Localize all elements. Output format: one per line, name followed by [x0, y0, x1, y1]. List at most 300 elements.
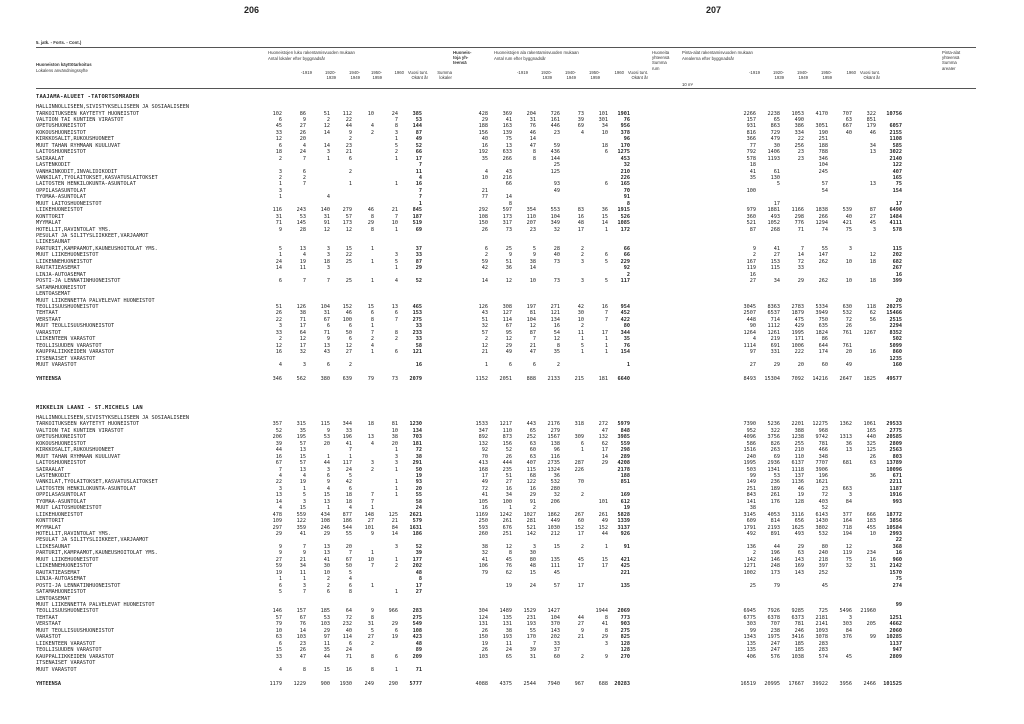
table-cell: 33: [345, 427, 352, 434]
table-cell: 30: [773, 142, 780, 149]
table-cell: 1: [394, 181, 398, 188]
table-cell: 585: [892, 142, 902, 149]
table-cell: 100: [342, 316, 352, 323]
table-cell: 43: [481, 310, 488, 317]
table-cell: 1152: [475, 376, 488, 383]
table-cell: 163: [502, 123, 512, 130]
table-cell: 2993: [889, 531, 902, 537]
table-cell: 170: [526, 634, 536, 641]
table-cell: 4: [580, 129, 584, 136]
table-cell: 6: [326, 323, 330, 330]
table-cell: 135: [620, 582, 630, 589]
table-cell: 210: [620, 168, 630, 175]
table-cell: 4: [326, 485, 330, 492]
table-cell: 1862: [547, 511, 560, 518]
table-cell: 31: [323, 310, 330, 317]
table-cell: 51: [481, 316, 488, 323]
table-cell: 69: [577, 123, 584, 130]
table-cell: 2: [370, 129, 374, 136]
table-cell: 108: [478, 213, 488, 220]
table-cell: 134: [412, 427, 422, 434]
table-cell: 2: [278, 155, 282, 162]
table-cell: 851: [866, 116, 876, 123]
table-cell: 586: [746, 440, 756, 447]
row-label: LIIKESAUNAT: [36, 543, 71, 550]
table-cell: 4170: [815, 110, 828, 117]
table-cell: 7: [370, 492, 374, 499]
table-cell: 122: [892, 162, 902, 168]
table-cell: 1118: [791, 466, 804, 473]
table-cell: 663: [842, 485, 852, 492]
table-cell: 63: [275, 634, 282, 641]
table-cell: 369: [502, 110, 512, 117]
row-label: TYOMAA-ASUNTOLAT: [36, 194, 86, 201]
table-cell: 176: [770, 498, 780, 505]
table-cell: 2051: [499, 376, 512, 383]
table-cell: 55: [529, 627, 536, 634]
table-cell: 891: [770, 531, 780, 537]
table-cell: 57: [553, 582, 560, 589]
table-cell: 1271: [743, 563, 756, 570]
table-cell: 17: [415, 582, 422, 589]
table-cell: 449: [550, 518, 560, 525]
table-cell: 4: [278, 362, 282, 368]
table-cell: 63: [845, 116, 852, 123]
table-cell: 3416: [791, 634, 804, 641]
table-cell: 17: [577, 226, 584, 233]
table-cell: 66: [415, 149, 422, 156]
table-cell: 84: [391, 524, 398, 531]
table-cell: 2140: [889, 155, 902, 162]
table-cell: 15: [299, 505, 306, 512]
table-cell: 8493: [743, 376, 756, 383]
table-cell: 5: [604, 278, 608, 285]
table-cell: 1030: [547, 524, 560, 531]
table-cell: 47: [601, 427, 608, 434]
table-cell: 5496: [839, 608, 852, 615]
table-cell: 2181: [815, 614, 828, 621]
table-cell: 70: [481, 453, 488, 460]
table-cell: 128: [620, 640, 630, 647]
table-cell: 1484: [889, 213, 902, 220]
table-cell: 7: [604, 310, 608, 317]
table-cell: 388: [794, 427, 804, 434]
table-cell: 6143: [815, 511, 828, 518]
table-cell: 44: [345, 123, 352, 130]
table-cell: 35: [749, 174, 756, 181]
table-cell: 279: [550, 427, 560, 434]
table-cell: 73: [505, 226, 512, 233]
table-cell: 27: [577, 621, 584, 628]
table-cell: 41: [299, 531, 306, 537]
table-cell: 1: [604, 349, 608, 356]
table-cell: 7: [532, 640, 536, 647]
table-cell: 492: [746, 531, 756, 537]
row-label: PARTURIT,KAMPAAMOT,KAUNEUSHOITOLAT YMS.: [36, 550, 158, 557]
table-cell: 13: [367, 434, 374, 441]
table-cell: 275: [412, 614, 422, 621]
table-cell: 117: [342, 460, 352, 466]
table-cell: 8: [370, 653, 374, 660]
table-cell: 75: [845, 556, 852, 563]
table-cell: 19: [275, 569, 282, 576]
table-cell: 2238: [767, 110, 780, 117]
left-group-sv: Antal lokaler efter byggnadsår: [268, 56, 326, 61]
right-year-header: 1940- 1949: [797, 70, 808, 81]
table-cell: 24: [505, 647, 512, 654]
table-cell: 231: [526, 614, 536, 621]
table-cell: 130: [770, 174, 780, 181]
table-cell: 187: [412, 213, 422, 220]
table-cell: 7: [302, 181, 306, 188]
table-cell: 26: [869, 453, 876, 460]
table-cell: 539: [842, 207, 852, 214]
table-cell: 54: [553, 329, 560, 336]
row-label: LAITOSHUONEISTOT: [36, 460, 86, 466]
row-label: TEOLLISUUDEN VARASTOT: [36, 342, 102, 349]
table-cell: 18772: [886, 511, 902, 518]
table-cell: 544: [342, 524, 352, 531]
table-cell: 1: [370, 258, 374, 265]
table-cell: 6: [326, 589, 330, 595]
table-cell: 6: [348, 485, 352, 492]
row-label: LIIKENNEHUONEISTOT: [36, 563, 93, 570]
table-cell: 81: [529, 310, 536, 317]
table-cell: 656: [794, 518, 804, 525]
table-cell: 3145: [743, 511, 756, 518]
table-cell: 7: [418, 194, 422, 201]
table-cell: 10: [845, 258, 852, 265]
table-cell: 2: [302, 174, 306, 181]
table-cell: 81: [391, 421, 398, 428]
row-label: MUUT TAHAN RYHMAAN KUULUVAT: [36, 453, 121, 460]
table-cell: 347: [478, 427, 488, 434]
table-cell: 23: [299, 640, 306, 647]
table-cell: 245: [818, 168, 828, 175]
table-cell: 7: [394, 116, 398, 123]
table-cell: 31: [323, 213, 330, 220]
table-cell: 72: [797, 258, 804, 265]
table-cell: 1824: [815, 329, 828, 336]
table-cell: 41: [601, 621, 608, 628]
table-cell: 1341: [767, 466, 780, 473]
table-cell: 27: [749, 362, 756, 368]
section-title: MIKKELIN LAANI - ST.MICHELS LAN: [36, 404, 143, 411]
table-cell: 157: [296, 608, 306, 615]
table-cell: 1136: [791, 479, 804, 486]
table-cell: 9: [302, 550, 306, 557]
table-cell: 252: [526, 434, 536, 441]
table-cell: 76: [299, 621, 306, 628]
table-cell: 38: [415, 453, 422, 460]
table-cell: 22: [275, 479, 282, 486]
table-cell: 19: [299, 258, 306, 265]
table-cell: 11: [299, 265, 306, 272]
table-cell: 1: [604, 342, 608, 349]
table-cell: 1251: [889, 614, 902, 621]
table-cell: 218: [818, 556, 828, 563]
table-cell: 57: [481, 329, 488, 336]
table-cell: 466: [818, 447, 828, 454]
table-cell: 10: [367, 556, 374, 563]
table-cell: 671: [892, 472, 902, 479]
table-cell: 234: [866, 550, 876, 557]
table-cell: 39: [415, 550, 422, 557]
table-cell: 8: [508, 550, 512, 557]
table-cell: 91: [623, 543, 630, 550]
table-cell: 2809: [889, 653, 902, 660]
table-cell: 8: [370, 614, 374, 621]
table-cell: 502: [892, 336, 902, 343]
table-cell: 115: [526, 466, 536, 473]
table-cell: 114: [502, 316, 512, 323]
table-cell: 803: [892, 453, 902, 460]
section-title: TAAJAMA-ALUEET -TATORTSOMRADEN: [36, 94, 140, 100]
table-cell: 826: [770, 440, 780, 447]
table-cell: 32: [553, 492, 560, 499]
table-cell: 16: [895, 550, 902, 557]
table-cell: 79: [275, 621, 282, 628]
table-cell: 346: [272, 376, 282, 383]
table-cell: 1881: [767, 207, 780, 214]
table-cell: 52: [505, 447, 512, 454]
table-cell: 12: [345, 342, 352, 349]
table-cell: 993: [892, 498, 902, 505]
table-cell: 116: [550, 453, 560, 460]
table-cell: 135: [550, 556, 560, 563]
table-cell: 357: [272, 421, 282, 428]
table-cell: 27: [367, 518, 374, 525]
table-cell: 83: [577, 207, 584, 214]
table-cell: 6057: [889, 123, 902, 130]
row-label: VARASTOT: [36, 634, 61, 641]
table-cell: 8: [532, 149, 536, 156]
table-cell: 1: [348, 453, 352, 460]
table-cell: 479: [770, 136, 780, 143]
table-cell: 1879: [791, 310, 804, 317]
table-cell: 63: [529, 453, 536, 460]
table-cell: 73: [577, 110, 584, 117]
table-cell: 59: [275, 563, 282, 570]
table-cell: 26: [505, 453, 512, 460]
row-label: VANHAINKODIT,INVALIDIKODIT: [36, 168, 118, 175]
table-cell: 526: [620, 213, 630, 220]
table-cell: 5: [394, 142, 398, 149]
table-cell: 2507: [743, 310, 756, 317]
table-cell: 27: [345, 349, 352, 356]
table-cell: 1516: [743, 447, 756, 454]
table-cell: 14: [323, 142, 330, 149]
table-cell: 126: [296, 303, 306, 310]
table-cell: 7: [348, 550, 352, 557]
table-cell: 1: [580, 336, 584, 343]
table-cell: 5: [278, 589, 282, 595]
table-cell: 368: [892, 543, 902, 550]
table-cell: 65: [505, 653, 512, 660]
table-cell: 261: [598, 511, 608, 518]
table-cell: 1: [348, 181, 352, 188]
table-cell: 1038: [791, 653, 804, 660]
table-cell: 173: [770, 569, 780, 576]
table-cell: 888: [526, 376, 536, 383]
table-cell: 13: [391, 303, 398, 310]
table-cell: 359: [296, 524, 306, 531]
table-cell: 46: [345, 310, 352, 317]
table-cell: 12: [505, 278, 512, 285]
table-cell: 17: [415, 155, 422, 162]
table-cell: 7: [394, 213, 398, 220]
table-cell: 966: [388, 608, 398, 615]
page-number-right: 207: [706, 5, 722, 15]
table-cell: 873: [502, 434, 512, 441]
table-cell: 40: [845, 129, 852, 136]
table-cell: 2: [626, 271, 630, 278]
table-cell: 137: [794, 472, 804, 479]
table-cell: 465: [412, 303, 422, 310]
table-cell: 51: [505, 472, 512, 479]
table-cell: 18: [323, 258, 330, 265]
table-cell: 73: [391, 376, 398, 383]
table-cell: 7: [800, 245, 804, 252]
table-row: [36, 362, 976, 369]
table-cell: 7: [604, 316, 608, 323]
table-cell: 49: [415, 136, 422, 143]
table-cell: 7707: [815, 460, 828, 466]
row-label: HOTELLIT,RAVINTOLAT YMS.: [36, 531, 111, 537]
table-cell: 52: [415, 142, 422, 149]
table-cell: 291: [412, 460, 422, 466]
table-cell: 76: [623, 116, 630, 123]
table-cell: 16: [577, 213, 584, 220]
table-cell: 251: [818, 136, 828, 143]
table-cell: 33: [275, 329, 282, 336]
table-cell: 6: [278, 142, 282, 149]
table-cell: 12: [481, 342, 488, 349]
table-cell: 57: [821, 181, 828, 188]
row-label-fi: Huoneiston käyttötarkoitus: [36, 62, 92, 67]
table-cell: 1: [394, 666, 398, 673]
row-label: MUUT LIIKENNETTA PALVELEVAT HUONEISTOT: [36, 602, 155, 608]
row-label: POSTI-JA LENNATINHUONEISTOT: [36, 582, 121, 589]
table-cell: 931: [746, 123, 756, 130]
table-cell: 4: [278, 505, 282, 512]
table-cell: 72: [845, 316, 852, 323]
table-cell: 138: [550, 440, 560, 447]
table-cell: 4088: [475, 680, 488, 687]
table-cell: 4: [302, 142, 306, 149]
table-cell: 3: [580, 278, 584, 285]
right-year-header: 1950- 1959: [821, 70, 832, 81]
table-cell: 1: [394, 556, 398, 563]
table-cell: 576: [770, 653, 780, 660]
table-cell: 261: [502, 518, 512, 525]
table-cell: 24: [275, 258, 282, 265]
table-cell: 57: [275, 614, 282, 621]
table-cell: 14: [481, 278, 488, 285]
table-cell: 92: [481, 447, 488, 454]
table-cell: 304: [478, 608, 488, 615]
table-cell: 60: [821, 362, 828, 368]
table-cell: 14: [797, 252, 804, 259]
table-cell: 268: [770, 226, 780, 233]
table-cell: 2178: [617, 466, 630, 473]
table-cell: 8: [370, 226, 374, 233]
table-cell: 12: [323, 226, 330, 233]
table-cell: 121: [550, 310, 560, 317]
table-cell: 2: [580, 543, 584, 550]
table-cell: 8: [508, 200, 512, 207]
table-cell: 309: [574, 434, 584, 441]
table-cell: 64: [299, 329, 306, 336]
table-cell: 4: [370, 342, 374, 349]
table-cell: 13: [323, 498, 330, 505]
table-cell: 2079: [409, 376, 422, 383]
table-cell: 1567: [547, 434, 560, 441]
table-cell: 20: [895, 297, 902, 304]
table-cell: 95: [505, 329, 512, 336]
table-cell: 422: [620, 316, 630, 323]
table-cell: 18: [275, 149, 282, 156]
table-cell: 16: [481, 142, 488, 149]
table-cell: 1: [604, 543, 608, 550]
table-cell: 13: [299, 466, 306, 473]
table-cell: 14: [275, 265, 282, 272]
table-cell: 3: [532, 543, 536, 550]
table-cell: 109: [272, 518, 282, 525]
table-cell: 848: [620, 427, 630, 434]
table-cell: 2211: [889, 479, 902, 486]
table-cell: 150: [478, 220, 488, 227]
table-cell: 2647: [839, 376, 852, 383]
table-cell: 3: [302, 498, 306, 505]
table-cell: 73: [553, 258, 560, 265]
table-cell: 53: [773, 472, 780, 479]
table-cell: 7: [302, 278, 306, 285]
table-cell: 8: [370, 666, 374, 673]
table-cell: 65: [773, 116, 780, 123]
table-cell: 275: [412, 316, 422, 323]
table-cell: 169: [620, 492, 630, 499]
table-cell: 27: [505, 479, 512, 486]
table-cell: 73: [553, 278, 560, 285]
table-cell: 2: [394, 563, 398, 570]
table-cell: 2466: [863, 680, 876, 687]
table-cell: 135: [746, 647, 756, 654]
table-cell: 76: [529, 123, 536, 130]
table-cell: 15: [601, 556, 608, 563]
table-cell: 226: [620, 174, 630, 181]
table-cell: 35: [553, 349, 560, 356]
table-cell: 17: [773, 200, 780, 207]
table-cell: 16: [415, 181, 422, 188]
table-cell: 260: [478, 531, 488, 537]
table-cell: 283: [412, 608, 422, 615]
table-cell: 16: [601, 303, 608, 310]
table-cell: 2: [556, 362, 560, 368]
row-label: HALLINNOLLISEEN,SIVISTYKSELLISEEN JA SOSIAALISEEN: [36, 104, 190, 110]
table-cell: 1053: [791, 110, 804, 117]
row-label: OPETUSHUONEISTOT: [36, 434, 86, 441]
table-cell: 1002: [743, 569, 756, 576]
table-cell: 1093: [815, 627, 828, 634]
table-cell: 5: [604, 258, 608, 265]
table-cell: 344: [342, 421, 352, 428]
row-label: MUUT LAITOSHUONEISTOT: [36, 200, 102, 207]
table-cell: 96: [623, 136, 630, 143]
table-cell: 92: [623, 265, 630, 272]
table-cell: 204: [526, 110, 536, 117]
table-cell: 5: [302, 492, 306, 499]
